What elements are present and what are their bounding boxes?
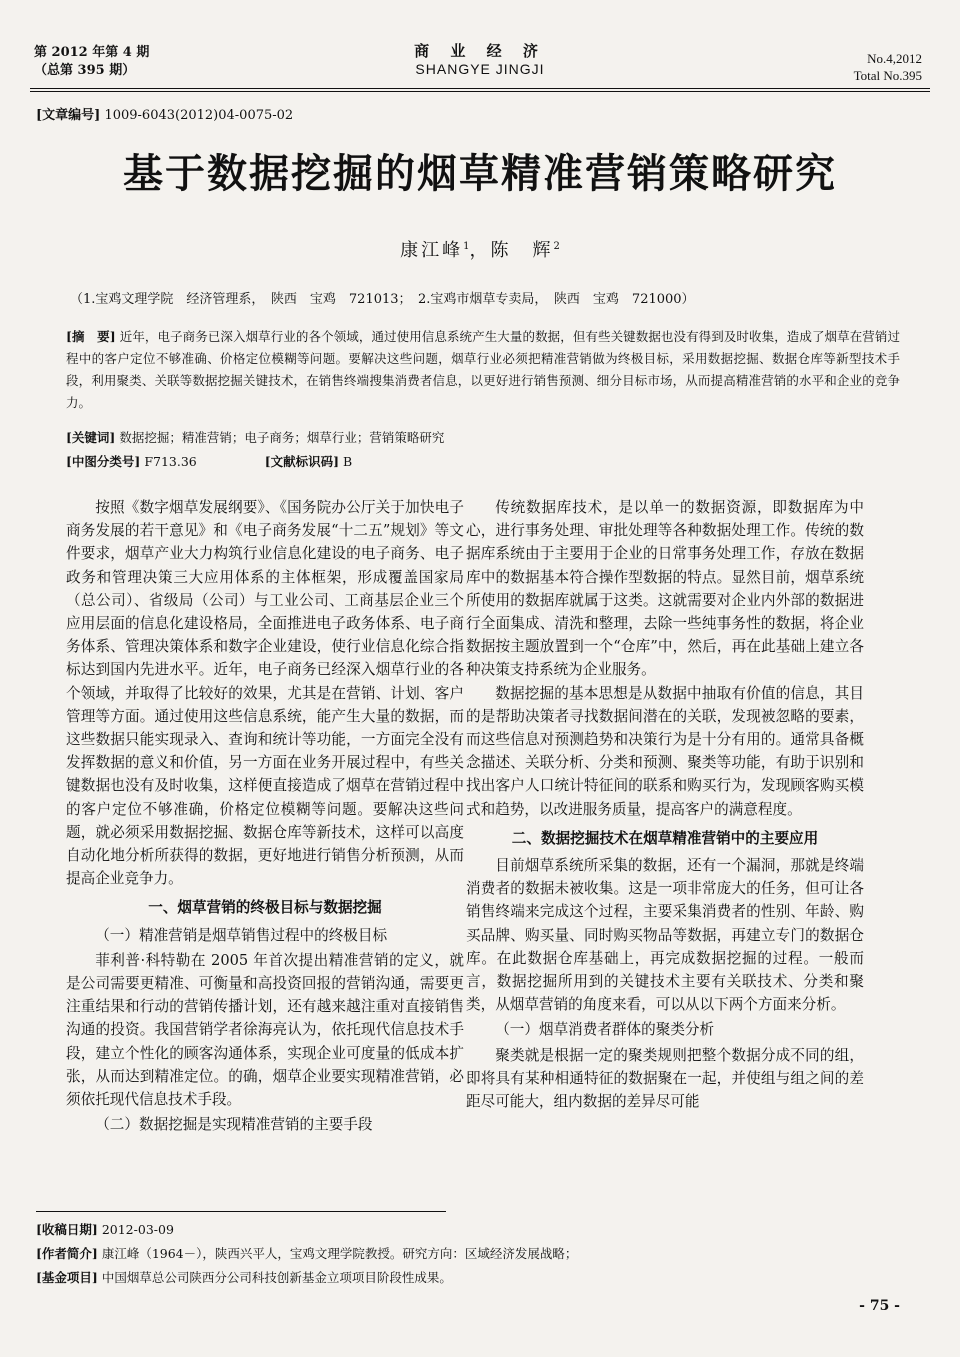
fund-project [36,1266,577,1290]
authors [0,236,960,262]
article-number-value: 1009-6043(2012)04-0075-02 [104,108,294,123]
abstract-text: 近年，电子商务已深入烟草行业的各个领域，通过使用信息系统产生大量的数据，但有些关键数据也没有得到及时收集，造成了烟草在营销过程中的客户定位不够准确、价格定位模糊等问题。要解决这些问题，烟草行业必须把精准营销做为终极目标，采用数据挖掘、数据仓库等新型技术手段，利用聚类、关联等数据挖掘关键技术，在销售终端搜集消费者信息，以更好进行销售预测、细分目标市场，从而提高精准营销的水平和企业的竞争力。 [66,329,900,410]
section-heading-1: 一、烟草营销的终极目标与数据挖掘 [148,899,382,917]
author-2: 陈 辉 [490,240,554,261]
clc-value: F713.36 [144,454,197,469]
author-1: 康江峰 [400,240,464,261]
footnotes [36,1218,577,1290]
author-1-mark: 1 [463,241,470,252]
paragraph: 菲利普·科特勒在 2005 年首次提出精准营销的定义，就是公司需要更精准、可衡量和高投资回报的营销沟通，需要更注重结果和行动的营销传播计划，还有越来越注重对直接销售沟通的投资。我国营销学者徐海亮认为，依托现代信息技术手段，建立个性化的顾客沟通体系，实现企业可度量的低成本扩张，从而达到精准定位。的确，烟草企业要实现精准营销，必须依托现代信息技术手段。 [66,951,464,1109]
total-number-en: Total No.395 [853,68,922,83]
keywords-label: [关键词] [66,430,116,445]
affiliation: （1.宝鸡文理学院 经济管理系， 陕西 宝鸡 721013； 2.宝鸡市烟草专卖局， 陕西 宝鸡 721000） [70,292,695,307]
body-column-right [466,496,864,1113]
received-label: [收稿日期] [36,1222,98,1237]
footnote-rule [36,1211,446,1212]
abstract [66,326,900,414]
body-column-left [66,496,464,1138]
keywords-text: 数据挖掘；精准营销；电子商务；烟草行业；营销策略研究 [119,430,445,445]
header-rule [30,88,930,89]
paragraph: 数据挖掘的基本思想是从数据中抽取有价值的信息，其目的是帮助决策者寻找数据间潜在的关联，发现被忽略的要素，而这些信息对预测趋势和决策行为是十分有用的。通常具备概念描述、关联分析、分类和预测、聚类等功能，有助于识别和找出客户人口统计特征间的联系和购买行为，发现顾客购买模式和趋势，以改进服务质量，提高客户的满意程度。 [466,684,864,818]
journal-name-en: SHANGYE JINGJI [415,61,545,77]
subsection-heading-2a: （一）烟草消费者群体的聚类分析 [495,1021,715,1039]
article-number [36,104,293,123]
author-2-mark: 2 [553,241,560,252]
subsection-heading-1b: （二）数据挖掘是实现精准营销的主要手段 [95,1116,373,1134]
section-heading-2: 二、数据挖掘技术在烟草精准营销中的主要应用 [511,829,819,847]
doc-code-label: [文献标识码] [264,454,340,469]
classification [66,452,352,470]
journal-name-cn: 商 业 经 济 [414,42,546,60]
fund-label: [基金项目] [36,1270,98,1285]
total-number-cn: （总第 395 期） [34,63,136,78]
clc-label: [中图分类号] [66,454,141,469]
paper-title: 基于数据挖掘的烟草精准营销策略研究 [123,150,837,197]
author-separator: ， [469,240,491,261]
author-bio-label: [作者简介] [36,1246,98,1261]
received-value: 2012-03-09 [101,1222,174,1237]
author-bio [36,1242,577,1266]
paragraph: 目前烟草系统所采集的数据，还有一个漏洞，那就是终端消费者的数据未被收集。这是一项非常庞大的任务，但可让各销售终端来完成这个过程，主要采集消费者的性别、年龄、购买品牌、购买量、同时购买物品等数据，再建立专门的数据仓库。在此数据仓库基础上，再完成数据挖掘的过程。一般而言，数据挖掘所用到的关键技术主要有关联技术、分类和聚类，从烟草营销的角度来看，可以从以下两个方面来分析。 [466,857,864,1014]
fund-text: 中国烟草总公司陕西分公司科技创新基金立项项目阶段性成果。 [101,1270,452,1285]
received-date [36,1218,577,1242]
issue-number-en: No.4,2012 [867,51,922,66]
paragraph: 传统数据库技术，是以单一的数据资源，即数据库为中心，进行事务处理、审批处理等各种数据处理工作。传统的数据库系统由于主要用于企业的日常事务处理工作，存放在数据库中的数据基本符合操作型数据的特点。显然目前，烟草系统所使用的数据库就属于这类。这就需要对企业内外部的数据进行全面集成、清洗和整理，去除一些纯事务性的数据，将企业数据按主题放置到一个“仓库”中，然后，再在此基础上建立各种决策支持系统为企业服务。 [466,499,864,679]
abstract-label: [摘 要] [66,329,116,344]
issue-number-cn: 第 2012 年第 4 期 [34,45,150,60]
header-rule-thin [30,91,930,92]
doc-code-value: B [343,454,353,469]
journal-name [0,40,960,77]
issue-info-en [854,50,922,84]
paragraph: 聚类就是根据一定的聚类规则把整个数据分成不同的组，即将具有某种相通特征的数据聚在一起，并使组与组之间的差距尽可能大，组内数据的差异尽可能 [466,1046,864,1111]
subsection-heading-1a: （一）精准营销是烟草销售过程中的终极目标 [95,926,388,944]
paragraph: 按照《数字烟草发展纲要》、《国务院办公厅关于加快电子商务发展的若干意见》和《电子商务发展“十二五”规划》等文件要求，烟草产业大力构筑行业信息化建设的电子商务、电子政务和管理决策三大应用体系的主体框架，形成覆盖国家局（总公司）、省级局（公司）与工业公司、工商基层企业三个应用层面的信息化建设格局，全面推进电子政务体系、电子商务体系、管理决策体系和数字企业建设，使行业信息化综合指标达到国内先进水平。近年，电子商务已经深入烟草行业的各个领域，并取得了比较好的效果，尤其是在营销、计划、客户管理等方面。通过使用这些信息系统，能产生大量的数据，而这些数据只能实现录入、查询和统计等功能，一方面完全没有发挥数据的意义和价值，另一方面在业务开展过程中，有些关键数据也没有及时收集，这样便直接造成了烟草在营销过程中的客户定位不够准确，价格定位模糊等问题。要解决这些问题，就必须采用数据挖掘、数据仓库等新技术，这样可以高度自动化地分析所获得的数据，更好地进行销售分析预测，从而提高企业竞争力。 [66,499,464,888]
page-number: - 75 - [859,1298,900,1314]
author-bio-text: 康江峰（1964－），陕西兴平人，宝鸡文理学院教授。研究方向：区域经济发展战略； [101,1246,578,1261]
article-number-label: [文章编号] [36,108,101,123]
keywords [66,428,444,446]
